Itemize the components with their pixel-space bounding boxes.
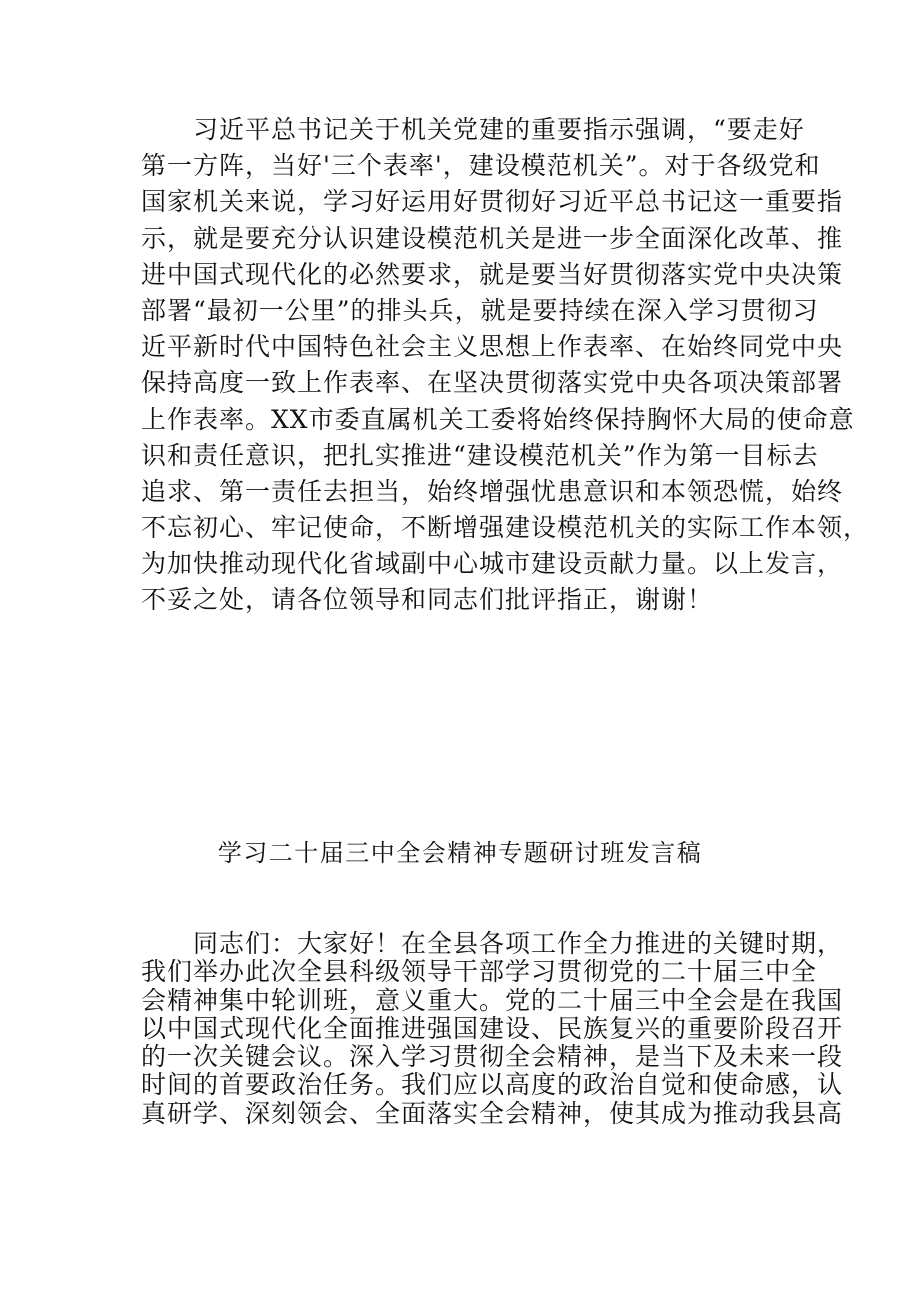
speech-opening-paragraph <box>141 929 844 1128</box>
text-line: 国家机关来说，学习好运用好贯彻好习近平总书记这一重要指 <box>141 187 844 217</box>
document-title: 学习二十届三中全会精神专题研讨班发言稿 <box>217 839 703 867</box>
text-line: 的一次关键会议。深入学习贯彻全会精神，是当下及未来一段 <box>141 1042 844 1072</box>
text-line: 第一方阵，当好'三个表率'，建设模范机关”。对于各级党和 <box>141 151 821 181</box>
text-line: 我们举办此次全县科级领导干部学习贯彻党的二十届三中全 <box>141 957 818 987</box>
text-line: 以中国式现代化全面推进强国建设、民族复兴的重要阶段召开 <box>141 1013 844 1043</box>
text-line: 不忘初心、牢记使命，不断增强建设模范机关的实际工作本领， <box>141 513 870 543</box>
text-line: 保持高度一致上作表率、在坚决贯彻落实党中央各项决策部署 <box>141 368 844 398</box>
text-line: 不妥之处，请各位领导和同志们批评指正，谢谢！ <box>141 585 714 615</box>
text-line: 习近平总书记关于机关党建的重要指示强调，“要走好 <box>141 115 805 144</box>
text-line: 同志们：大家好！在全县各项工作全力推进的关键时期， <box>141 929 844 958</box>
text-line: 追求、第一责任去担当，始终增强忧患意识和本领恐慌，始终 <box>141 476 844 506</box>
text-line: 会精神集中轮训班，意义重大。党的二十届三中全会是在我国 <box>141 985 844 1015</box>
text-line: 为加快推动现代化省域副中心城市建设贡献力量。以上发言， <box>141 549 844 579</box>
text-line: 时间的首要政治任务。我们应以高度的政治自觉和使命感，认 <box>141 1070 844 1100</box>
text-line: 进中国式现代化的必然要求，就是要当好贯彻落实党中央决策 <box>141 259 844 289</box>
text-line: 近平新时代中国特色社会主义思想上作表率、在始终同党中央 <box>141 332 844 362</box>
text-line: 部署“最初一公里”的排头兵，就是要持续在深入学习贯彻习 <box>141 295 819 325</box>
text-line: 真研学、深刻领会、全面落实全会精神，使其成为推动我县高 <box>141 1098 844 1128</box>
text-line: 识和责任意识，把扎实推进“建设模范机关”作为第一目标去 <box>141 440 819 470</box>
text-line: 示，就是要充分认识建设模范机关是进一步全面深化改革、推 <box>141 223 844 253</box>
text-line: 上作表率。XX市委直属机关工委将始终保持胸怀大局的使命意 <box>141 404 855 434</box>
closing-paragraph <box>141 112 870 619</box>
